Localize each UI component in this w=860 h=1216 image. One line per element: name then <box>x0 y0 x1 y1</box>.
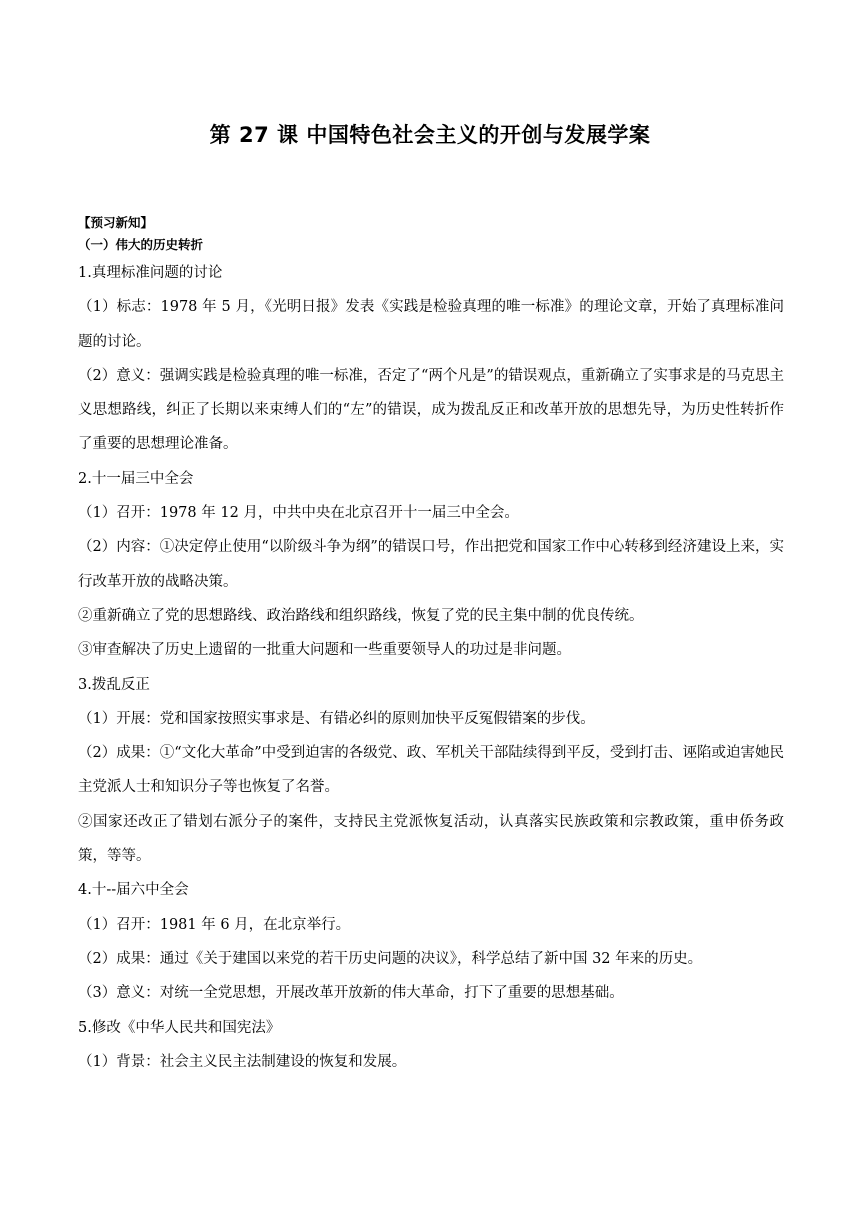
paragraph-truth-significance: （2）意义：强调实践是检验真理的唯一标准，否定了“两个凡是”的错误观点，重新确立了实事求是的马克思主义思想路线，纠正了长期以来束缚人们的“左”的错误，成为拨乱反正和改革开放的思想先导，为历史性转折作了重要的思想理论准备。 <box>78 367 784 453</box>
paragraph-plenum-convened: （1）召开：1978 年 12 月，中共中央在北京召开十一届三中全会。 <box>78 505 519 522</box>
document-body <box>78 212 784 1079</box>
heading-truth-standard: 1.真理标准问题的讨论 <box>78 265 223 281</box>
heading-third-plenum: 2.十一届三中全会 <box>78 470 194 487</box>
paragraph-sixth-plenum-results: （2）成果：通过《关于建国以来党的若干历史问题的决议》，科学总结了新中国 32 年来的历史。 <box>78 950 703 967</box>
section-label: 【预习新知】 <box>78 215 154 230</box>
paragraph-sixth-plenum-significance: （3）意义：对统一全党思想，开展改革开放新的伟大革命，打下了重要的思想基础。 <box>78 985 624 1002</box>
paragraph-rectification-conduct: （1）开展：党和国家按照实事求是、有错必纠的原则加快平反冤假错案的步伐。 <box>78 710 595 727</box>
heading-rectification: 3.拨乱反正 <box>78 676 150 693</box>
paragraph-truth-sign: （1）标志：1978 年 5 月，《光明日报》发表《实践是检验真理的唯一标准》的理论文章，开始了真理标准问题的讨论。 <box>78 299 784 350</box>
paragraph-plenum-item-2: ②重新确立了党的思想路线、政治路线和组织路线，恢复了党的民主集中制的优良传统。 <box>78 607 644 624</box>
heading-sixth-plenum: 4.十--届六中全会 <box>78 882 189 899</box>
paragraph-plenum-content: （2）内容：①决定停止使用“以阶级斗争为纲”的错误口号，作出把党和国家工作中心转移到经济建设上来，实行改革开放的战略决策。 <box>78 539 784 590</box>
paragraph-plenum-item-3: ③审查解决了历史上遗留的一批重大问题和一些重要领导人的功过是非问题。 <box>78 642 571 659</box>
paragraph-rectification-item-2: ②国家还改正了错划右派分子的案件，支持民主党派恢复活动，认真落实民族政策和宗教政策，重申侨务政策，等等。 <box>78 813 784 865</box>
heading-constitution-revision: 5.修改《中华人民共和国宪法》 <box>78 1019 281 1036</box>
paragraph-sixth-plenum-convened: （1）召开：1981 年 6 月，在北京举行。 <box>78 916 351 933</box>
paragraph-constitution-background: （1）背景：社会主义民主法制建设的恢复和发展。 <box>78 1053 407 1070</box>
paragraph-rectification-results: （2）成果：①“文化大革命”中受到迫害的各级党、政、军机关干部陆续得到平反，受到打击、诬陷或迫害她民主党派人士和知识分子等也恢复了名誉。 <box>78 745 784 796</box>
subsection-label: （一）伟大的历史转折 <box>78 237 204 252</box>
page-title: 第 27 课 中国特色社会主义的开创与发展学案 <box>209 123 651 147</box>
